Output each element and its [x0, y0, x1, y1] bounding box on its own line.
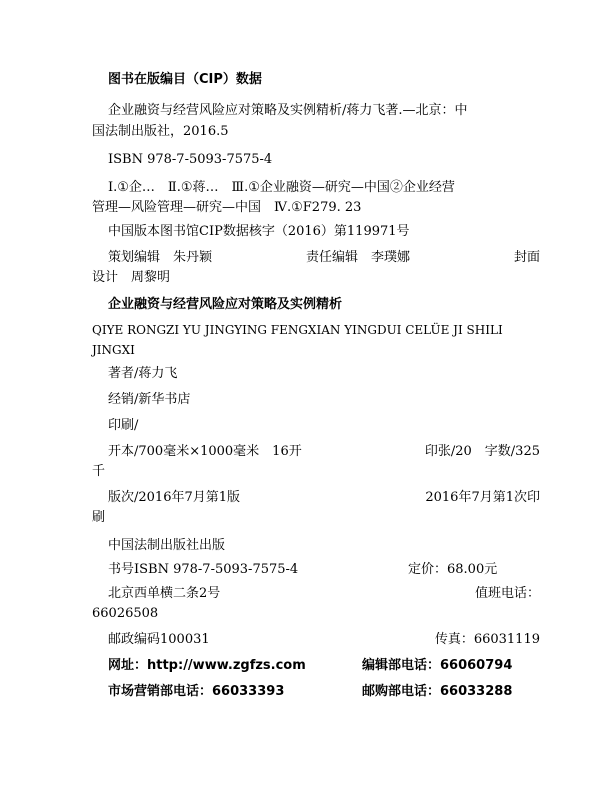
editorial-phone: 编辑部电话：66060794: [362, 658, 513, 673]
responsible-editor: 责任编辑 李璞娜: [306, 250, 411, 265]
duty-phone: 66026508: [92, 606, 159, 621]
cip-data-number: 中国版本图书馆CIP数据核字（2016）第119971号: [108, 224, 410, 239]
duty-phone-label: 值班电话：: [474, 586, 540, 601]
author: 著者/蒋力飞: [108, 366, 178, 381]
cip-title-line-2: 国法制出版社，2016.5: [92, 124, 229, 139]
website: 网址：http://www.zgfzs.com: [108, 658, 306, 673]
price: 定价：68.00元: [408, 562, 498, 577]
cip-classification-line-2: 管理—风险管理—研究—中国 Ⅳ.①F279. 23: [92, 200, 362, 215]
address: 北京西单横二条2号: [108, 586, 221, 601]
fax: 传真：66031119: [434, 632, 540, 647]
book-number: 书号ISBN 978-7-5093-7575-4: [108, 562, 299, 577]
printer: 印刷/: [108, 418, 139, 433]
cip-isbn: ISBN 978-7-5093-7575-4: [108, 152, 273, 167]
format-wrap: 千: [92, 464, 106, 479]
publisher: 中国法制出版社出版: [108, 538, 226, 553]
cip-classification-line-1: Ⅰ.①企… Ⅱ.①蒋… Ⅲ.①企业融资—研究—中国②企业经营: [108, 180, 455, 195]
mail-order-phone: 邮购部电话：66033288: [362, 684, 513, 699]
format-sheets: 印张/20 字数/325: [424, 444, 540, 459]
edition-version: 版次/2016年7月第1版: [108, 490, 241, 505]
cip-heading: 图书在版编目（CIP）数据: [108, 72, 262, 87]
format-size: 开本/700毫米×1000毫米 16开: [108, 444, 302, 459]
cip-title-line-1: 企业融资与经营风险应对策略及实例精析/蒋力飞著.—北京：中: [108, 103, 468, 118]
book-title: 企业融资与经营风险应对策略及实例精析: [108, 297, 343, 312]
postcode: 邮政编码100031: [108, 632, 210, 647]
edition-print: 2016年7月第1次印: [425, 490, 540, 505]
planning-editor: 策划编辑 朱丹颖: [108, 250, 213, 265]
pinyin-title-line-2: JINGXI: [92, 343, 135, 357]
cover-designer-part-1: 封面: [513, 250, 540, 265]
cover-designer-part-2: 设计 周黎明: [92, 270, 171, 285]
edition-wrap: 刷: [92, 510, 106, 525]
pinyin-title-line-1: QIYE RONGZI YU JINGYING FENGXIAN YINGDUI CELÜE JI SHILI: [92, 323, 503, 337]
distributor: 经销/新华书店: [108, 392, 191, 407]
marketing-phone: 市场营销部电话：66033393: [108, 684, 285, 699]
